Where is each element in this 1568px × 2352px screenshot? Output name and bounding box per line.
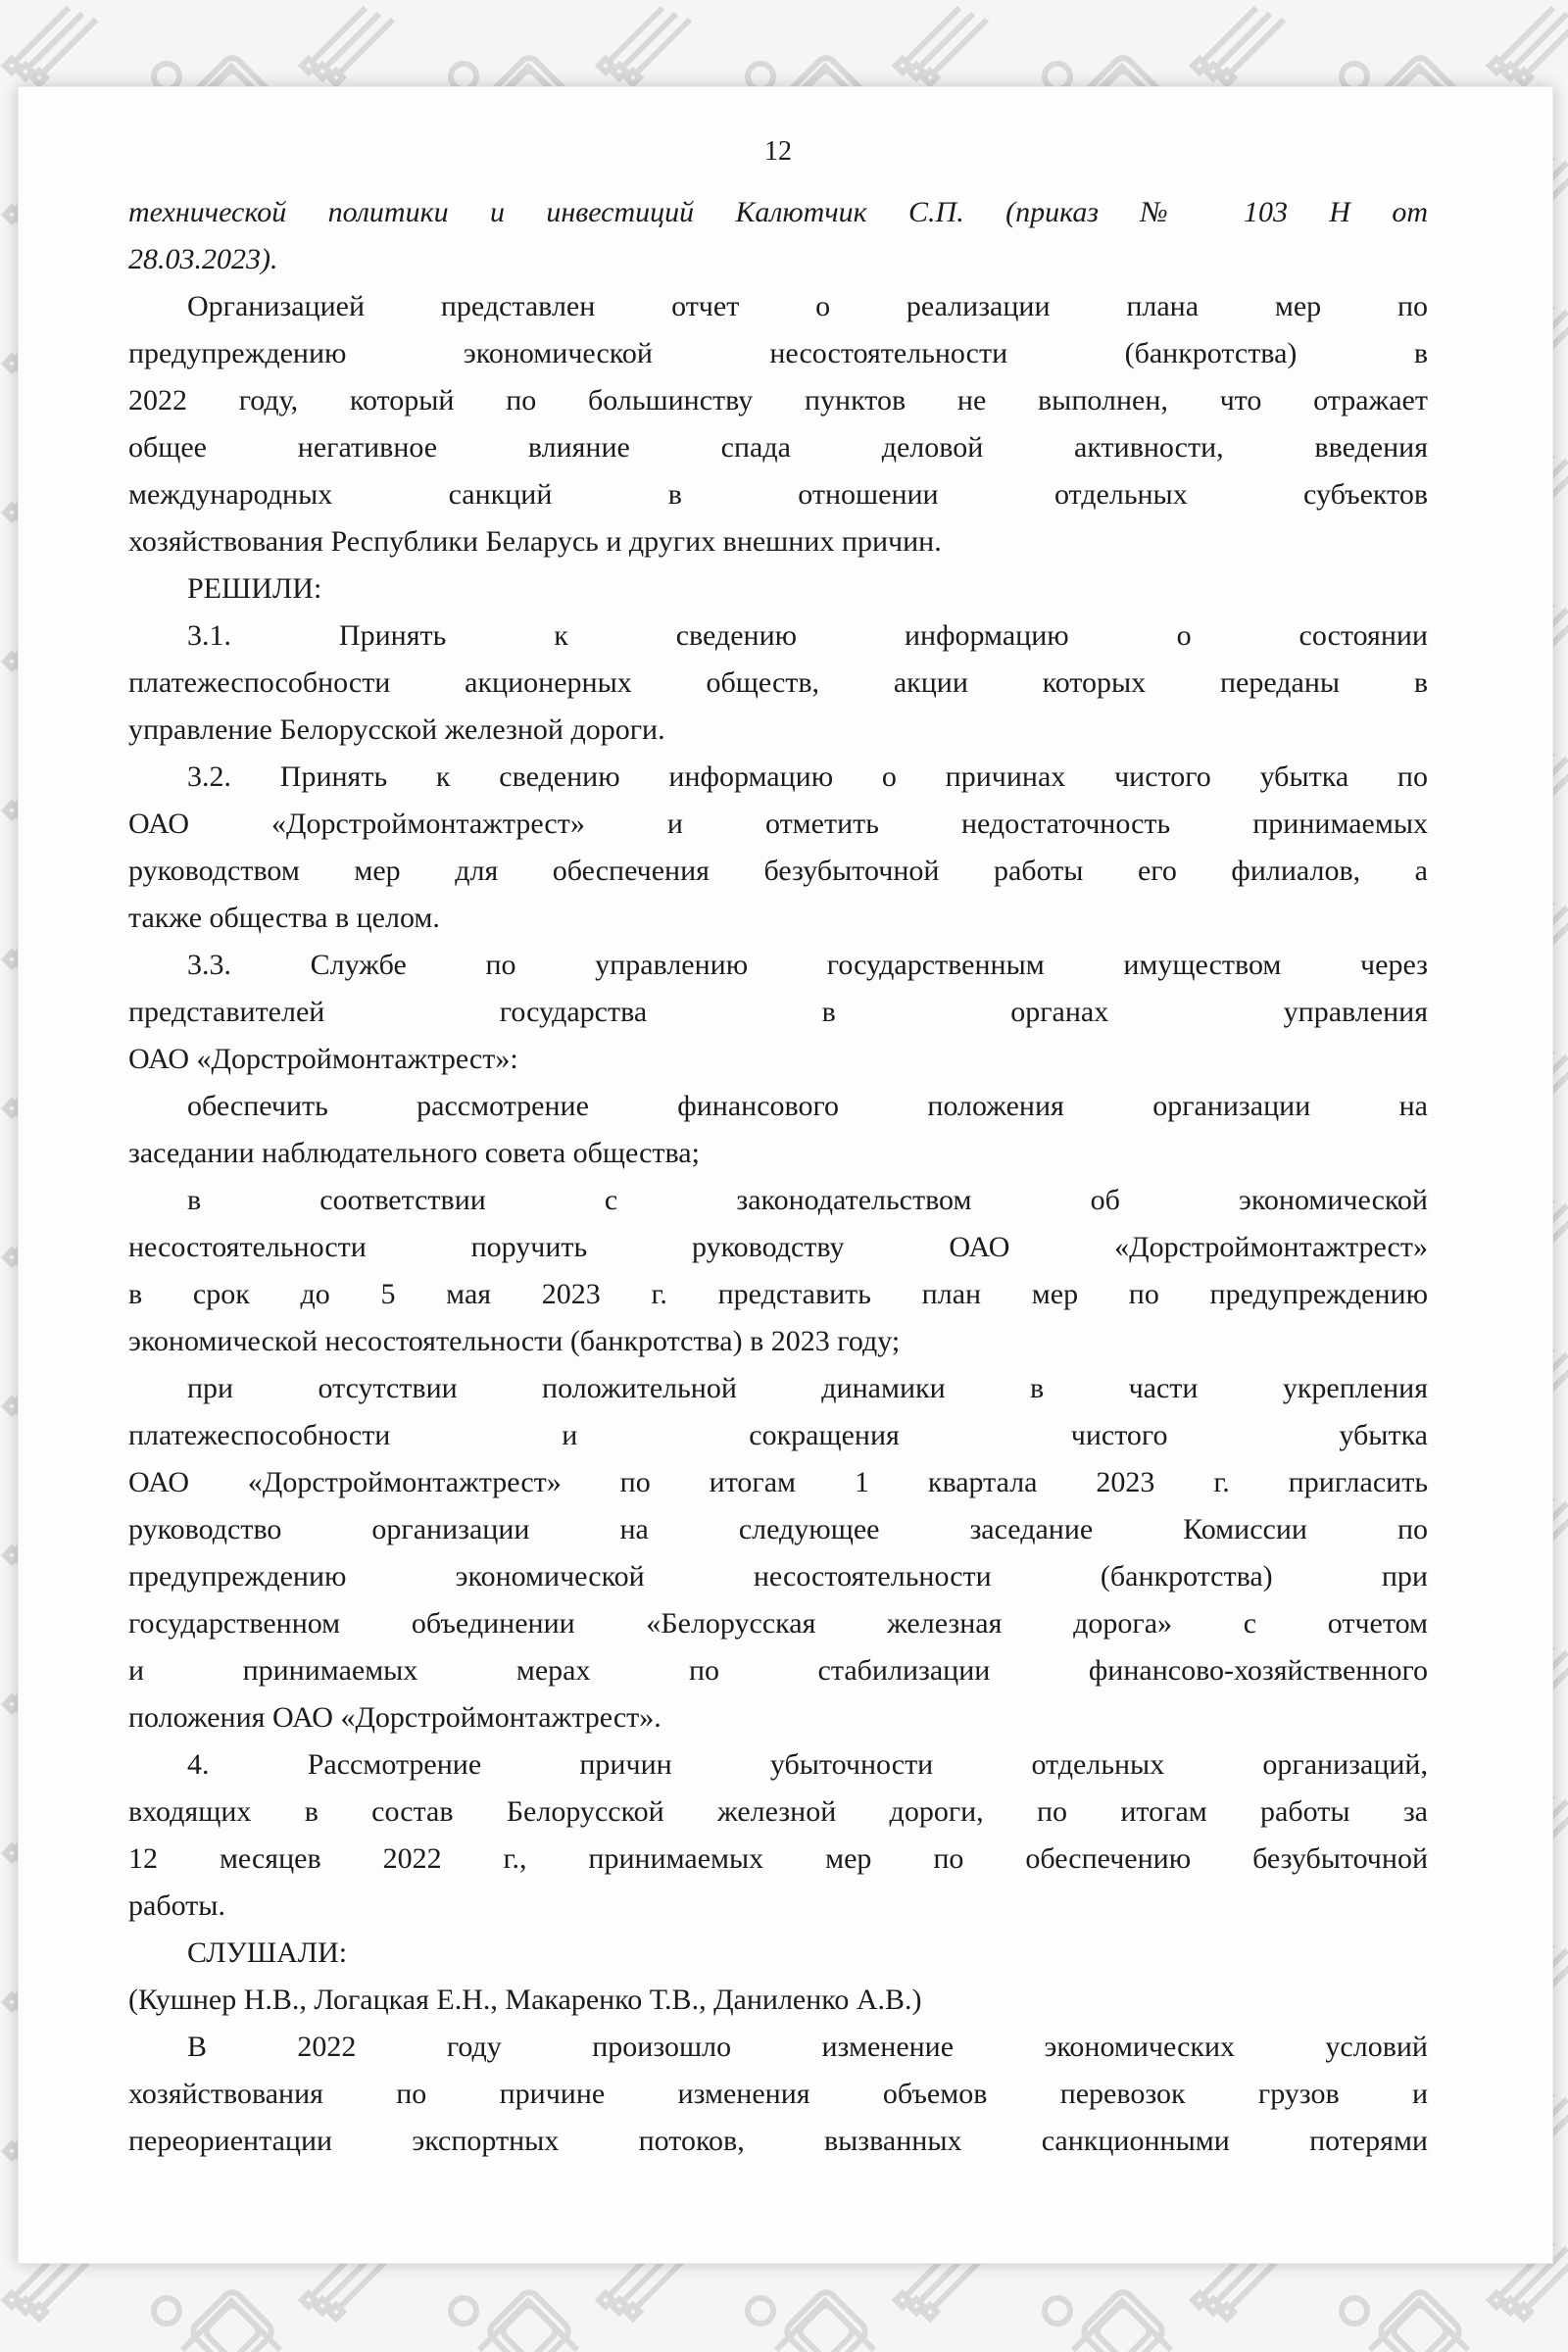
closing-paragraph: переориентации экспортных потоков, вызванных санкционными потерями xyxy=(128,2125,1428,2157)
report-paragraph: хозяйствования Республики Беларусь и других внешних причин. xyxy=(128,525,942,558)
report-paragraph: международных санкций в отношении отдельных субъектов xyxy=(128,478,1428,511)
closing-paragraph: хозяйствования по причине изменения объемов перевозок грузов и xyxy=(128,2078,1428,2110)
carryover-paragraph: 28.03.2023). xyxy=(128,243,278,275)
item-3-1: управление Белорусской железной дороги. xyxy=(128,713,665,746)
subitem-no-dynamics: при отсутствии положительной динамики в части укрепления xyxy=(187,1372,1428,1404)
subitem-legislation: экономической несостоятельности (банкротства) в 2023 году; xyxy=(128,1325,901,1357)
item-3-1: платежеспособности акционерных обществ, акции которых переданы в xyxy=(128,666,1428,699)
item-4: 12 месяцев 2022 г., принимаемых мер по обеспечению безубыточной xyxy=(128,1842,1428,1875)
subitem-no-dynamics: положения ОАО «Дорстроймонтажтрест». xyxy=(128,1701,662,1734)
subitem-legislation: в срок до 5 мая 2023 г. представить план мер по предупреждению xyxy=(128,1278,1428,1310)
item-4: 4. Рассмотрение причин убыточности отдельных организаций, xyxy=(187,1748,1428,1781)
item-4: работы. xyxy=(128,1889,225,1922)
subitem-no-dynamics: ОАО «Дорстроймонтажтрест» по итогам 1 квартала 2023 г. пригласить xyxy=(128,1466,1428,1498)
item-3-2: также общества в целом. xyxy=(128,902,440,934)
item-3-3: представителей государства в органах управления xyxy=(128,996,1428,1028)
item-4: входящих в состав Белорусской железной дороги, по итогам работы за xyxy=(128,1795,1428,1828)
carryover-paragraph: технической политики и инвестиций Калютчик С.П. (приказ № 103 Н от xyxy=(128,196,1428,228)
subitem-no-dynamics: руководство организации на следующее заседание Комиссии по xyxy=(128,1513,1428,1545)
report-paragraph: 2022 году, который по большинству пунктов не выполнен, что отражает xyxy=(128,384,1428,416)
report-paragraph: предупреждению экономической несостоятельности (банкротства) в xyxy=(128,337,1428,369)
page-number: 12 xyxy=(764,136,792,167)
subitem-no-dynamics: и принимаемых мерах по стабилизации финансово-хозяйственного xyxy=(128,1654,1428,1687)
subitem-ensure-review: обеспечить рассмотрение финансового положения организации на xyxy=(187,1090,1428,1122)
item-3-3: ОАО «Дорстроймонтажтрест»: xyxy=(128,1043,518,1075)
subitem-no-dynamics: платежеспособности и сокращения чистого убытка xyxy=(128,1419,1428,1451)
item-3-1: 3.1. Принять к сведению информацию о состоянии xyxy=(187,619,1428,652)
item-3-3: 3.3. Службе по управлению государственным имуществом через xyxy=(187,949,1428,981)
item-3-2: руководством мер для обеспечения безубыточной работы его филиалов, а xyxy=(128,855,1428,887)
heard-heading: СЛУШАЛИ: xyxy=(187,1936,348,1969)
report-paragraph: общее негативное влияние спада деловой активности, введения xyxy=(128,431,1428,464)
document-body xyxy=(128,189,1428,2165)
document-page xyxy=(18,86,1553,2264)
report-paragraph: Организацией представлен отчет о реализации плана мер по xyxy=(187,290,1428,322)
subitem-no-dynamics: предупреждению экономической несостоятельности (банкротства) при xyxy=(128,1560,1428,1592)
item-3-2: ОАО «Дорстроймонтажтрест» и отметить недостаточность принимаемых xyxy=(128,808,1428,840)
subitem-legislation: в соответствии с законодательством об экономической xyxy=(187,1184,1428,1216)
decided-heading: РЕШИЛИ: xyxy=(187,572,322,605)
speakers-line: (Кушнер Н.В., Логацкая Е.Н., Макаренко Т.В., Даниленко А.В.) xyxy=(128,1984,922,2016)
item-3-2: 3.2. Принять к сведению информацию о причинах чистого убытка по xyxy=(187,760,1428,793)
subitem-no-dynamics: государственном объединении «Белорусская железная дорога» с отчетом xyxy=(128,1607,1428,1640)
subitem-ensure-review: заседании наблюдательного совета общества; xyxy=(128,1137,700,1169)
subitem-legislation: несостоятельности поручить руководству ОАО «Дорстроймонтажтрест» xyxy=(128,1231,1428,1263)
closing-paragraph: В 2022 году произошло изменение экономических условий xyxy=(187,2031,1428,2063)
